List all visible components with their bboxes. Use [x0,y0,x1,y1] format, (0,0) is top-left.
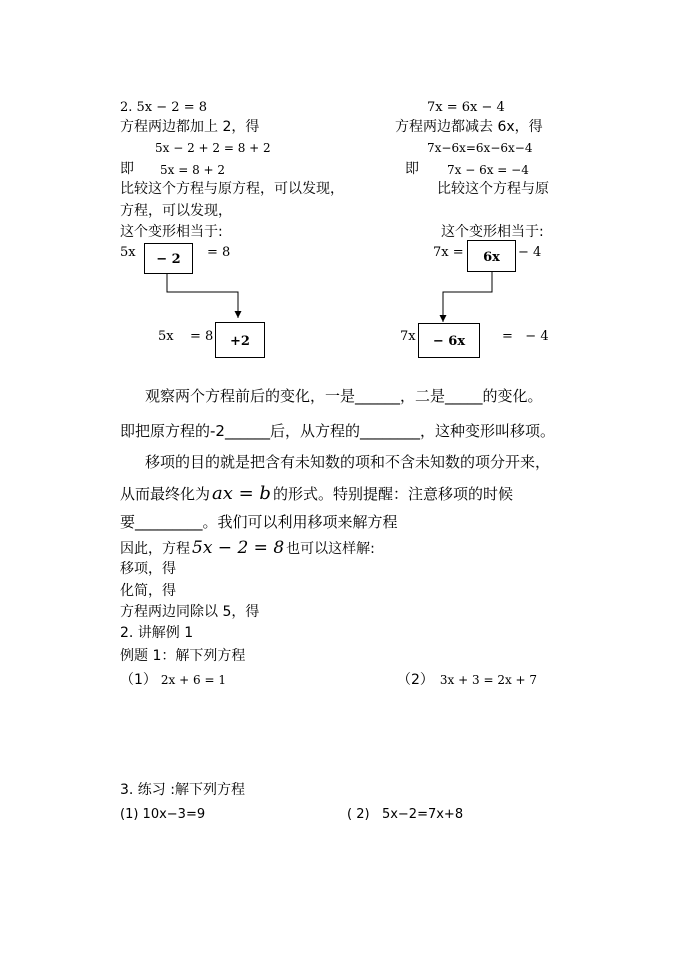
left-diagram-bottom-eq: = 8 [190,329,214,344]
example-2 [397,673,537,687]
left-diagram-top-box-label: − 2 [156,252,181,267]
paragraph-observe: 观察两个方程前后的变化，一是______，二是_____的变化。 [145,387,543,405]
left-diagram-top-left: 5x [120,245,136,260]
paragraph-note: 要_________。我们可以利用移项来解方程 [120,513,398,531]
paragraph-purpose: 移项的目的就是把含有未知数的项和不含未知数的项分开来， [145,453,551,471]
left-compare-text: 比较这个方程与原方程，可以发现， [120,181,344,197]
right-diagram-top-right: − 4 [518,245,542,260]
step-divide: 方程两边同除以 5，得 [120,604,260,620]
left-diagram-bottom-box [215,322,265,358]
section-2-heading: 2. 讲解例 1 [120,625,194,641]
right-step-text: 方程两边都减去 6x，得 [395,119,543,135]
left-diagram-bottom-box-label: +2 [230,334,250,349]
left-step-text: 方程两边都加上 2，得 [120,119,260,135]
form-prefix: 从而最终化为 [120,485,211,503]
therefore-prefix: 因此，方程 [120,541,190,557]
left-result-equation: 5x = 8 + 2 [160,163,226,177]
left-diagram-top-right: = 8 [207,245,231,260]
paragraph-therefore [120,540,375,557]
left-equivalent-text: 这个变形相当于: [120,224,223,240]
example-2-equation: 3x + 3 = 2x + 7 [439,673,538,687]
left-diagram-bottom-left: 5x [158,329,174,344]
example-title: 例题 1：解下列方程 [120,648,246,664]
example-1 [120,673,226,687]
paragraph-form [120,485,513,503]
left-equation: 2. 5x − 2 = 8 [120,100,207,115]
paragraph-transpose: 即把原方程的-2______后，从方程的________，这种变形叫移项。 [120,422,555,440]
right-equivalent-text: 这个变形相当于: [441,224,544,240]
right-diagram-top-box-label: 6x [483,250,500,265]
left-arrow [167,273,238,318]
right-diagram-bottom-box-label: − 6x [432,334,466,349]
example-2-label: （2） [397,672,434,688]
section-3-heading: 3. 练习 :解下列方程 [120,782,245,798]
therefore-formula: 5x − 2 = 8 [192,538,285,558]
right-diagram-top-left: 7x = [433,245,464,260]
practice-1: (1) 10x−3=9 [120,807,206,822]
left-diagram-top-box [144,243,193,274]
right-arrow [443,269,492,322]
right-diagram-top-box [467,240,516,272]
example-1-equation: 2x + 6 = 1 [160,673,226,687]
step-simplify: 化简，得 [120,583,176,599]
right-diagram-bottom-left: 7x [400,329,416,344]
right-diagram-bottom-right: = − 4 [502,329,549,344]
step-transpose: 移项，得 [120,561,176,577]
example-1-label: （1） [120,672,157,688]
left-transformed-equation: 5x − 2 + 2 = 8 + 2 [155,141,271,155]
right-result-equation: 7x − 6x = −4 [447,163,529,177]
right-diagram-bottom-box [418,323,480,358]
practice-2: ( 2) 5x−2=7x+8 [347,807,464,822]
right-ji-label: 即 [405,161,419,177]
left-ji-label: 即 [120,161,134,177]
form-formula: ax = b [212,483,271,504]
right-transformed-equation: 7x−6x=6x−6x−4 [427,141,533,155]
form-suffix: 的形式。特别提醒：注意移项的时候 [272,485,513,503]
right-equation: 7x = 6x − 4 [427,100,505,115]
therefore-suffix: 也可以这样解: [286,541,375,557]
right-compare-text: 比较这个方程与原 [437,181,549,197]
left-compare-continued: 方程，可以发现， [120,203,232,219]
